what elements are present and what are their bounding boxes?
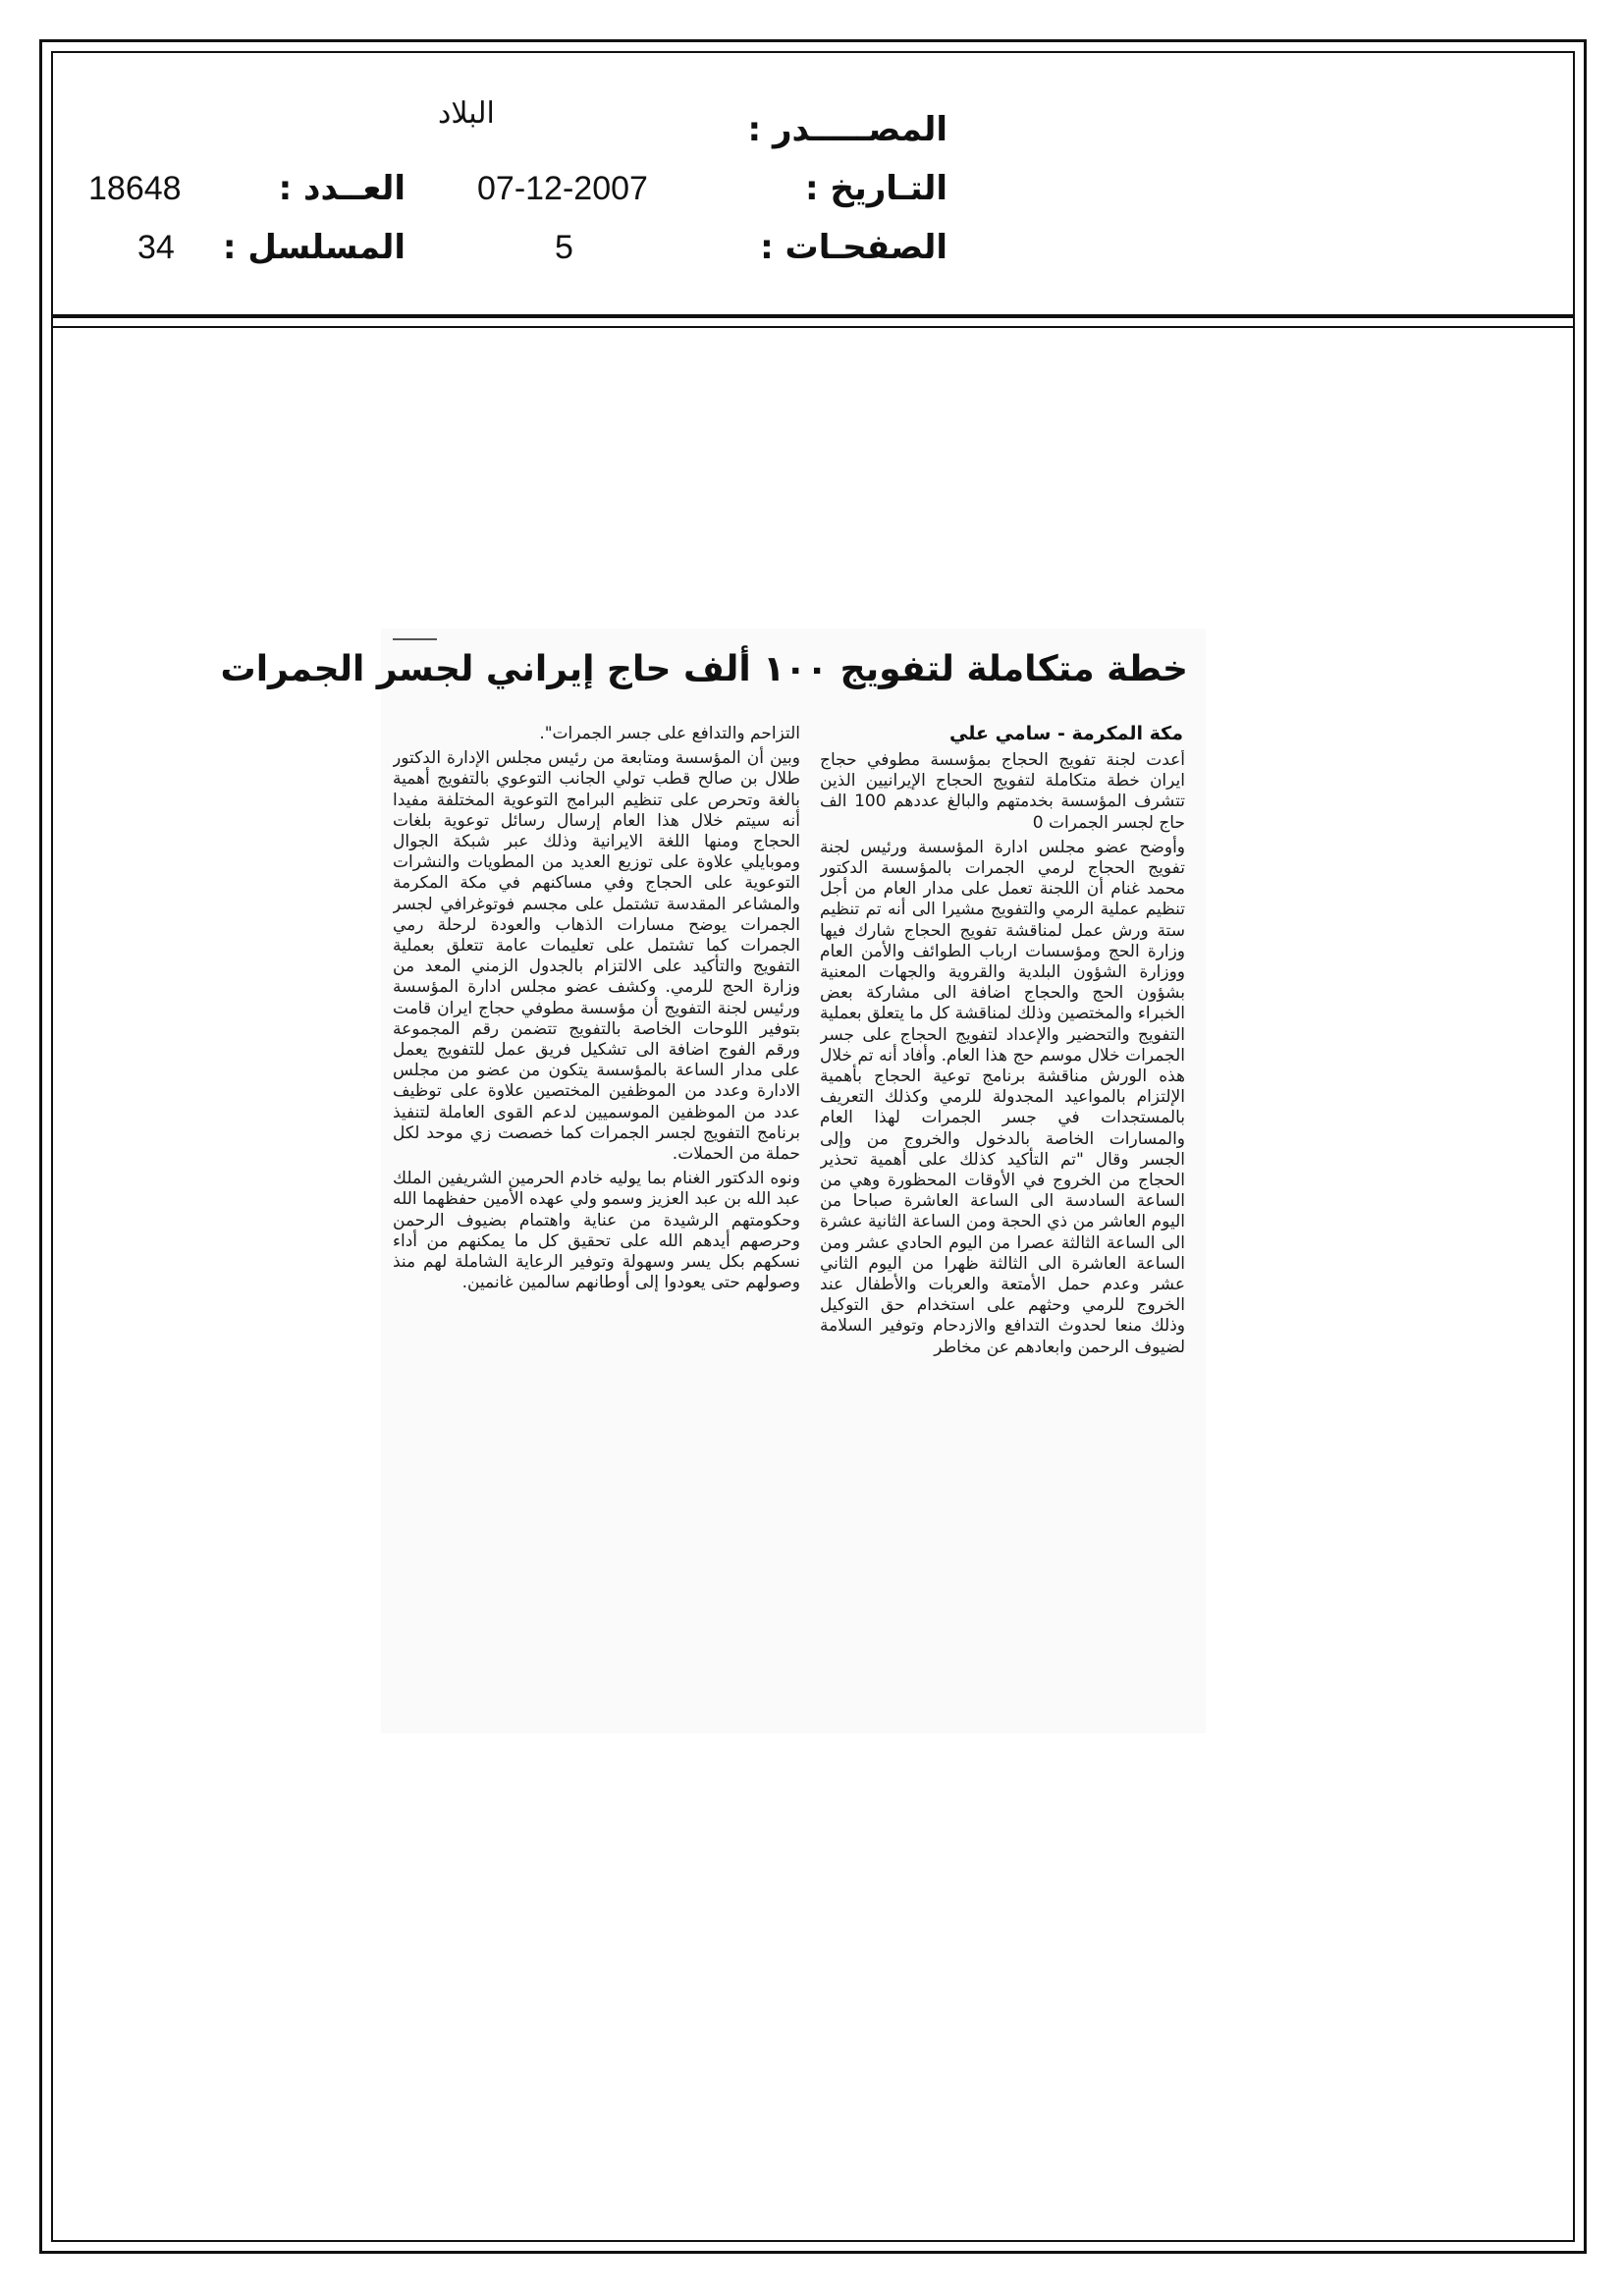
pages-value: 5 [555,229,573,266]
article-column-right [820,750,1185,1722]
issue-value: 18648 [88,170,182,207]
serial-value: 34 [137,229,175,266]
article-column-left [393,724,800,1716]
paragraph: التزاحم والتدافع على جسر الجمرات". [539,724,800,743]
date-label: التـاريخ : [805,169,947,208]
serial-label: المسلسل : [222,228,406,267]
header-divider-thin [51,326,1575,328]
paragraph: ونوه الدكتور الغنام بما يوليه خادم الحرمين الشريفين الملك عبد الله بن عبد العزيز وسمو ولي عهده الأمين حفظهما الله وحكومتهم الرشيدة من عناية واهتمام بضيوف الرحمن وحرصهم أيدهم الله على تحقيق كل ما يمكنهم من أداء نسكهم بكل يسر وسهولة وتوفير الرعاية الشاملة لهم منذ وصولهم حتى يعودوا إلى أوطانهم سالمين غانمين. [393,1169,800,1293]
paragraph: وبين أن المؤسسة ومتابعة من رئيس مجلس الإدارة الدكتور طلال بن صالح قطب تولي الجانب التوعوي بالتفويج أهمية بالغة وتحرص على تنظيم البرامج التوعوية المختلفة مفيدا أنه سيتم خلال هذا العام إرسال رسائل توعوية بلغات الحجاج ومنها اللغة الايرانية وذلك عبر شبكة الجوال وموبايلي علاوة على توزيع العديد من المطويات والنشرات التوعوية على الحجاج وفي مساكنهم في مكة المكرمة والمشاعر المقدسة تشتمل على مجسم فوتوغرافي لجسر الجمرات يوضح مسارات الذهاب والعودة لرحلة رمي الجمرات كما تشتمل على تعليمات عامة تتعلق بعملية التفويج والتأكيد على الالتزام بالجدول الزمني المعد من وزارة الحج للرمي. وكشف عضو مجلس ادارة المؤسسة ورئيس لجنة التفويج أن مؤسسة مطوفي حجاج ايران قامت بتوفير اللوحات الخاصة بالتفويج تتضمن رقم المجموعة ورقم الفوج اضافة الى تشكيل فريق عمل للتفويج يعمل على مدار الساعة بالمؤسسة يتكون من عضو من مجلس الادارة وعدد من الموظفين المختصين علاوة على توظيف عدد من الموظفين الموسميين لدعم القوى العاملة لتنفيذ برنامج التفويج لجسر الجمرات كما خصصت زي موحد لكل حملة من الحملات. [393,748,800,1165]
source-label: المصـــــدر : [747,110,947,149]
source-value: البلاد [438,97,495,130]
issue-label: العــدد : [278,169,406,208]
pages-label: الصفحـات : [760,228,947,267]
article-headline: خطة متكاملة لتفويج ١٠٠ ألف حاج إيراني لجسر الجمرات [220,649,1188,689]
clipping-mark [393,638,437,640]
paragraph: أعدت لجنة تفويج الحجاج بمؤسسة مطوفي حجاج ايران خطة متكاملة لتفويج الحجاج الإيرانيين الذين تتشرف المؤسسة بخدمتهم والبالغ عددهم 100 الف حاج لجسر الجمرات 0 [820,750,1185,833]
header-divider-thick [51,314,1575,318]
article-byline: مكة المكرمة - سامي علي [949,723,1183,744]
paragraph: وأوضح عضو مجلس ادارة المؤسسة ورئيس لجنة تفويج الحجاج لرمي الجمرات بالمؤسسة الدكتور محمد غنام أن اللجنة تعمل على مدار العام من أجل تنظيم عملية الرمي والتفويج مشيرا الى أنه تم تنظيم ستة ورش عمل لمناقشة تفويج الحجاج شارك فيها وزارة الحج ومؤسسات ارباب الطوائف والأمن العام ووزارة الشؤون البلدية والقروية والجهات المعنية بشؤون الحج والحجاج اضافة الى مشاركة بعض الخبراء والمختصين وذلك لمناقشة كل ما يتعلق بعملية التفويج والتحضير والإعداد لتفويج الحجاج على جسر الجمرات خلال موسم حج هذا العام. وأفاد أنه تم خلال هذه الورش مناقشة برنامج توعية الحجاج بأهمية الإلتزام بالمواعيد المجدولة للرمي وكذلك التعريف بالمستجدات في جسر الجمرات لهذا العام والمسارات الخاصة بالدخول والخروج من وإلى الجسر وقال "تم التأكيد كذلك على أهمية تحذير الحجاج من الخروج في الأوقات المحظورة وهي من الساعة السادسة الى الساعة العاشرة صباحا من اليوم العاشر من ذي الحجة ومن الساعة الثانية عشرة الى الساعة الثالثة عصرا من اليوم الحادي عشر ومن الساعة العاشرة الى الثالثة ظهرا من اليوم الثاني عشر وعدم حمل الأمتعة والعربات والأطفال عند الخروج للرمي وحثهم على استخدام حق التوكيل وذلك منعا لحدوث التدافع والازدحام وتوفير السلامة لضيوف الرحمن وابعادهم عن مخاطر [820,837,1185,1357]
date-value: 07-12-2007 [477,170,648,207]
